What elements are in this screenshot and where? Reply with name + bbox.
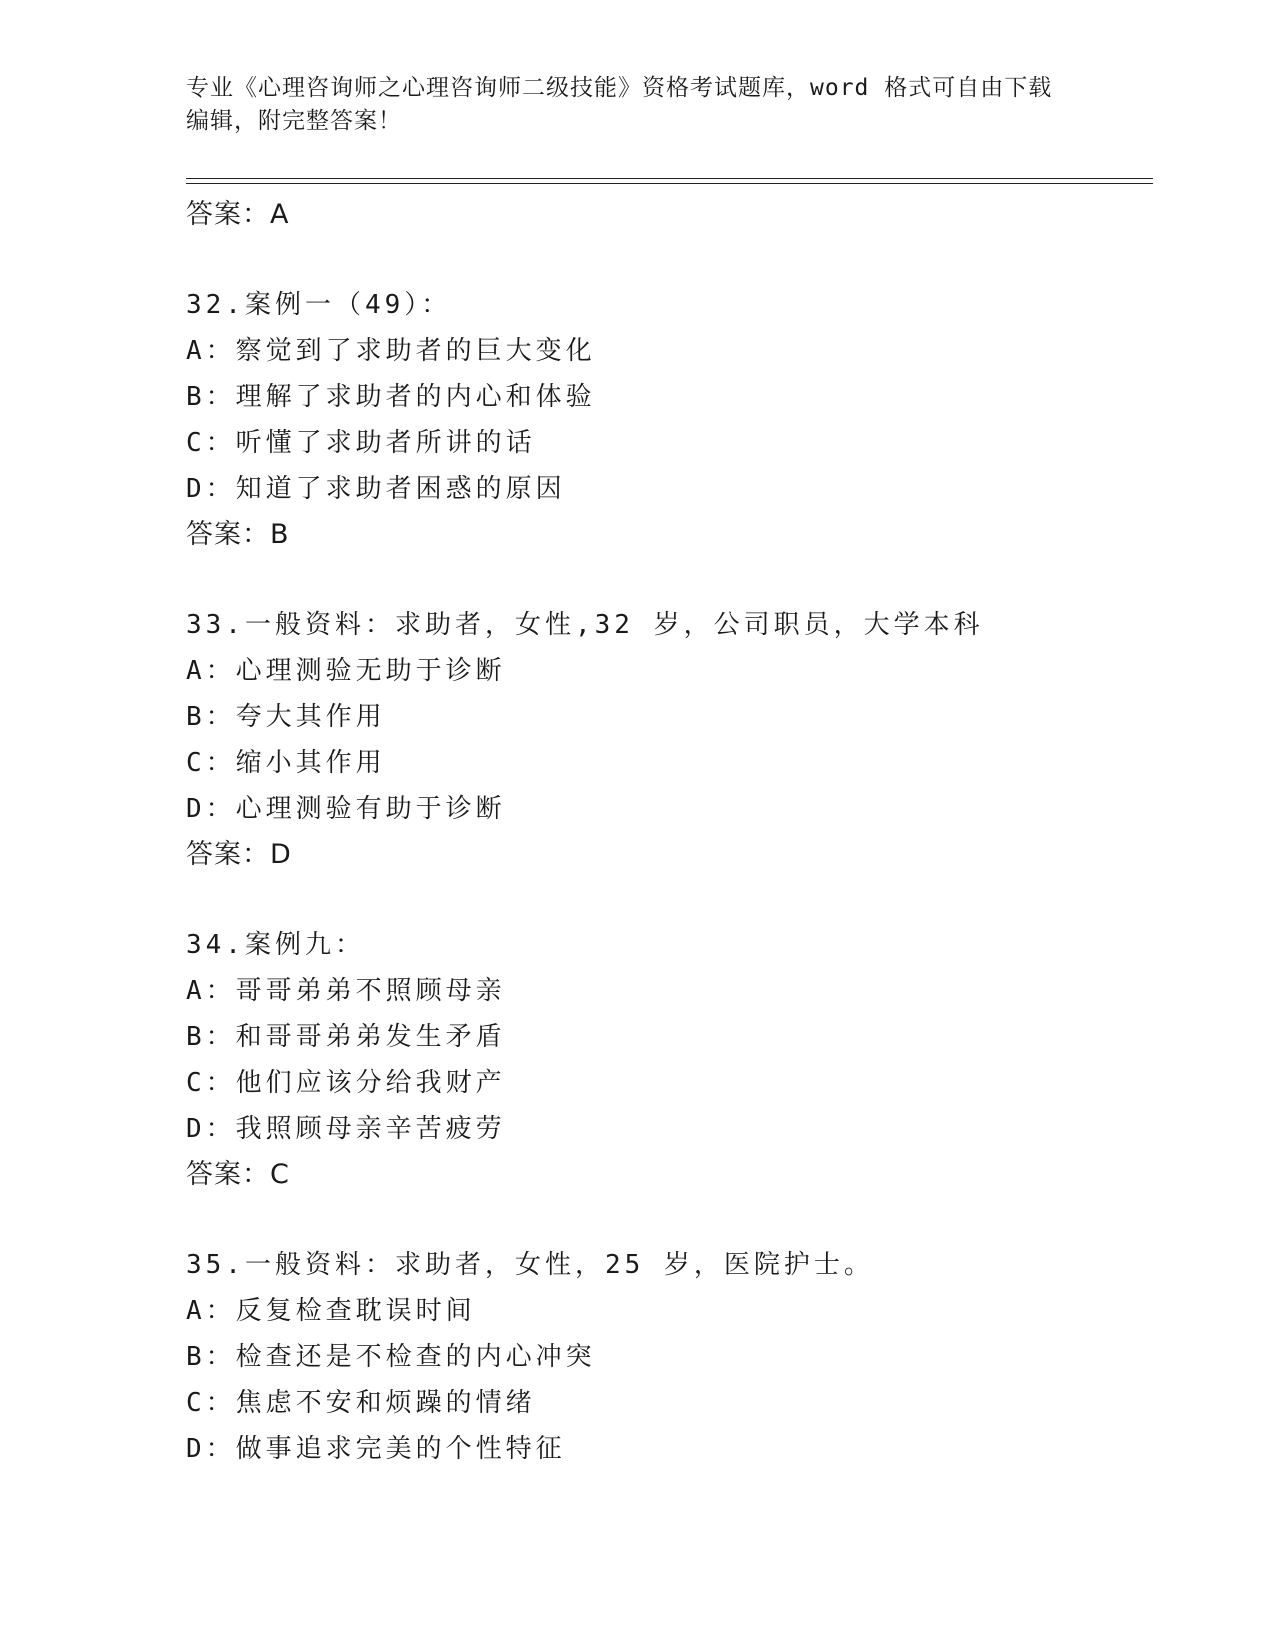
- option-c: C：他们应该分给我财产: [186, 1068, 506, 1098]
- question-list: [186, 192, 1146, 1472]
- question-34: [186, 922, 1146, 1198]
- option-b: B：检查还是不检查的内心冲突: [186, 1342, 596, 1372]
- answer-line: 答案：C: [186, 1159, 290, 1190]
- option-a: A：哥哥弟弟不照顾母亲: [186, 976, 506, 1006]
- header-line-2: 编辑，附完整答案！: [186, 108, 402, 134]
- answer-line: 答案：D: [186, 839, 292, 870]
- header-divider-top: [186, 178, 1153, 179]
- answer-line: 答案：B: [186, 519, 290, 550]
- question-title: 35.一般资料：求助者，女性，25 岁，医院护士。: [186, 1250, 874, 1280]
- option-d: D：知道了求助者困惑的原因: [186, 474, 566, 504]
- question-32: [186, 282, 1146, 558]
- question-35: [186, 1242, 1146, 1472]
- option-c: C：焦虑不安和烦躁的情绪: [186, 1388, 536, 1418]
- question-33: [186, 602, 1146, 878]
- option-b: B：和哥哥弟弟发生矛盾: [186, 1022, 506, 1052]
- option-d: D：做事追求完美的个性特征: [186, 1434, 566, 1464]
- option-a: A：察觉到了求助者的巨大变化: [186, 336, 596, 366]
- question-title: 33.一般资料：求助者，女性,32 岁，公司职员，大学本科: [186, 610, 984, 640]
- question-title: 32.案例一（49）：: [186, 290, 452, 320]
- option-b: B：夸大其作用: [186, 702, 386, 732]
- option-c: C：听懂了求助者所讲的话: [186, 428, 536, 458]
- option-c: C：缩小其作用: [186, 748, 386, 778]
- option-a: A：心理测验无助于诊断: [186, 656, 506, 686]
- option-b: B：理解了求助者的内心和体验: [186, 382, 596, 412]
- answer-line: 答案：A: [186, 199, 290, 230]
- document-header: [186, 72, 1086, 138]
- option-d: D：我照顾母亲辛苦疲劳: [186, 1114, 506, 1144]
- header-divider-bottom: [186, 183, 1153, 184]
- header-line-1: 专业《心理咨询师之心理咨询师二级技能》资格考试题库，word 格式可自由下载: [186, 75, 1053, 101]
- question-title: 34.案例九：: [186, 930, 365, 960]
- option-a: A：反复检查耽误时间: [186, 1296, 476, 1326]
- option-d: D：心理测验有助于诊断: [186, 794, 506, 824]
